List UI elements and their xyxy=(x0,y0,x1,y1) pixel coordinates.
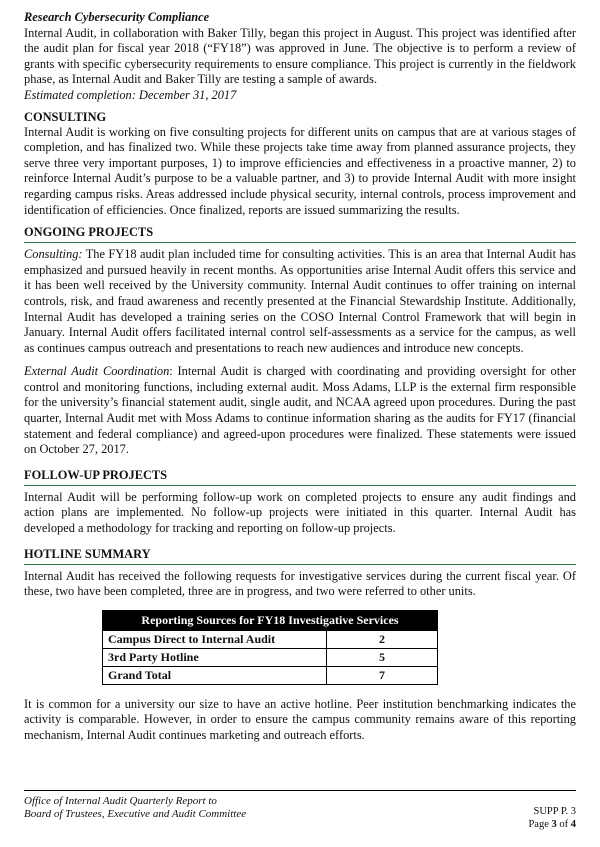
hotline-table-title: Reporting Sources for FY18 Investigative Services xyxy=(103,610,438,630)
hotline-closing: It is common for a university our size to have an active hotline. Peer institution benchmarking indicates the activity is comparable. However, in order to ensure the campus community remains aware of this reporting mechanism, Internal Audit continues marketing and outreach efforts. xyxy=(24,696,576,742)
row-label: Campus Direct to Internal Audit xyxy=(103,630,327,648)
research-completion: Estimated completion: December 31, 2017 xyxy=(24,87,237,102)
research-body: Internal Audit, in collaboration with Baker Tilly, began this project in August. This project was identified after the audit plan for fiscal year 2018 (“FY18”) was approved in June. The objective is to perform a review of grants with specific cybersecurity requirements to ensure compliance. This project is currently in the fieldwork phase, as Internal Audit and Baker Tilly are testing a sample of awards. xyxy=(24,25,576,87)
followup-body: Internal Audit will be performing follow-up work on completed projects to ensure any audit findings and action plans are implemented. No follow-up projects were initiated in this quarter. Internal Audit has developed a methodology for tracking and reporting on follow-up projects. xyxy=(24,489,576,536)
footer-line2: Board of Trustees, Executive and Audit Committee xyxy=(24,808,247,820)
footer-line1: Office of Internal Audit Quarterly Report to xyxy=(24,795,217,807)
hotline-body: Internal Audit has received the following requests for investigative services during the current fiscal year. Of these, two have been completed, three are in progress, and two were referred to other units. xyxy=(24,568,576,599)
external-audit-paragraph xyxy=(24,364,576,458)
row-value: 2 xyxy=(327,630,438,648)
ongoing-heading: ONGOING PROJECTS xyxy=(24,225,576,243)
consulting-body: Internal Audit is working on five consulting projects for different units on campus that are at various stages of completion, and has finalized two. While these projects take time away from planned assurance projects, they serve three very important purposes, 1) to improve efficiencies and effectiveness in a proactive manner, 2) to reinforce Internal Audit’s purpose to be a valuable partner, and 3) to provide Internal Audit with more insight regarding campus risks. Areas addressed include physical security, internal controls, process improvement and identification of efficiencies. Once finalized, reports are issued summarizing the results. xyxy=(24,124,576,217)
footer-left xyxy=(24,795,576,821)
consulting-lead: Consulting: xyxy=(24,247,83,262)
consulting-text: The FY18 audit plan included time for consulting activities. This is an area that Internal Audit has emphasized and pursued heavily in recent months. As opportunities arise Internal Audit offers this service and it has been well received by the University community. Internal Audit continues to offer training on internal controls, risk, and fraud awareness and recently presented at the Financial Stewardship Institute. Additionally, Internal Audit has developed a training series on the COSO Internal Control Framework that will begin in January. Internal Audit offers facilitated internal control self-assessments as a service for the campus, as well as continues campus outreach and presentations to reach new audiences and introduce new concepts. xyxy=(24,247,576,355)
footer-right xyxy=(528,805,576,831)
page-current: 3 xyxy=(551,819,557,830)
document-page xyxy=(24,10,576,744)
page-mid: of xyxy=(556,819,571,830)
external-lead: External Audit Coordination xyxy=(24,364,170,379)
external-text: : Internal Audit is charged with coordinating and providing oversight for other control and monitoring functions, including external audit. Moss Adams, LLP is the external firm responsible for the university’s financial statement audit, single audit, and NCAA agreed upon procedures. During the past quarter, Internal Audit met with Moss Adams to continue information sharing as the audits for FY17 (financial statement and federal compliance) and agreed-upon procedures were finalized. These statements were issued on October 27, 2017. xyxy=(24,364,576,457)
ongoing-consulting-paragraph xyxy=(24,247,576,356)
hotline-table xyxy=(102,610,438,685)
consulting-heading: CONSULTING xyxy=(24,109,107,124)
table-row xyxy=(103,630,438,648)
row-label: Grand Total xyxy=(103,666,327,684)
supp-label: SUPP P. 3 xyxy=(533,806,576,817)
row-value: 7 xyxy=(327,666,438,684)
row-value: 5 xyxy=(327,648,438,666)
hotline-heading: HOTLINE SUMMARY xyxy=(24,547,576,565)
page-footer xyxy=(24,790,576,830)
table-row xyxy=(103,648,438,666)
table-row xyxy=(103,666,438,684)
page-number xyxy=(528,818,576,831)
page-prefix: Page xyxy=(528,819,552,830)
research-title: Research Cybersecurity Compliance xyxy=(24,10,210,24)
page-total: 4 xyxy=(570,819,576,830)
followup-heading: FOLLOW-UP PROJECTS xyxy=(24,468,576,486)
row-label: 3rd Party Hotline xyxy=(103,648,327,666)
